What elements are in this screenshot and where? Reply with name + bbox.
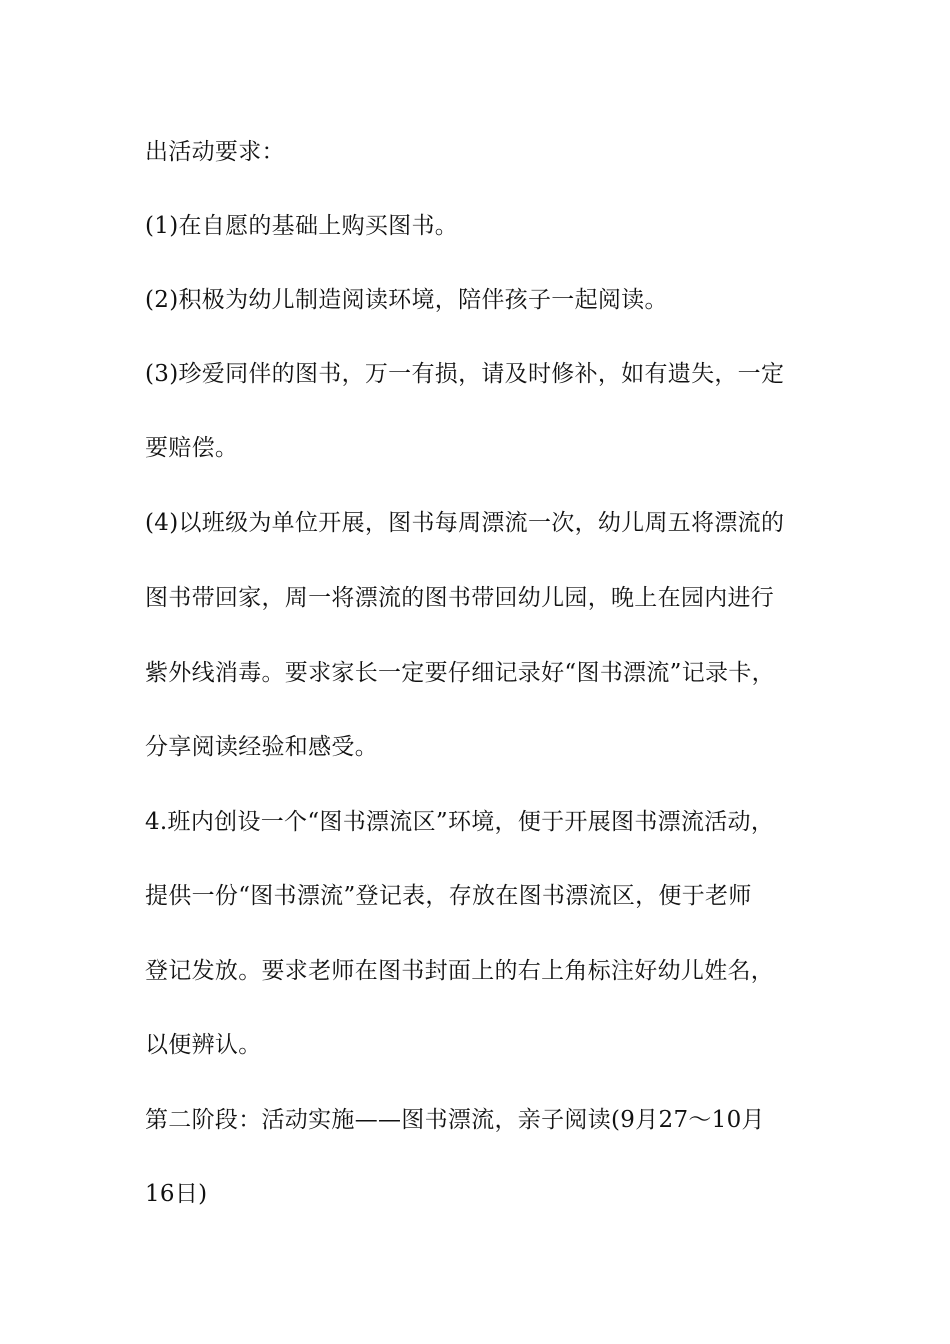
text-line-3: (2)积极为幼儿制造阅读环境，陪伴孩子一起阅读。 — [145, 287, 668, 313]
text-line-8: 紫外线消毒。要求家长一定要仔细记录好“图书漂流”记录卡， — [145, 660, 775, 686]
text-line-15: 16日) — [145, 1181, 208, 1207]
text-line-14: 第二阶段：活动实施——图书漂流，亲子阅读(9月27～10月 — [145, 1107, 765, 1133]
text-line-11: 提供一份“图书漂流”登记表，存放在图书漂流区，便于老师 — [145, 883, 752, 909]
text-line-13: 以便辨认。 — [145, 1032, 262, 1058]
text-line-4: (3)珍爱同伴的图书，万一有损，请及时修补，如有遗失，一定 — [145, 361, 785, 387]
text-line-9: 分享阅读经验和感受。 — [145, 734, 378, 760]
text-line-1: 出活动要求： — [145, 139, 285, 165]
text-line-7: 图书带回家，周一将漂流的图书带回幼儿园，晚上在园内进行 — [145, 585, 775, 611]
text-line-2: (1)在自愿的基础上购买图书。 — [145, 213, 459, 239]
text-line-6: (4)以班级为单位开展，图书每周漂流一次，幼儿周五将漂流的 — [145, 510, 785, 536]
text-line-5: 要赔偿。 — [145, 435, 239, 461]
text-line-10: 4.班内创设一个“图书漂流区”环境，便于开展图书漂流活动， — [145, 809, 775, 835]
text-line-12: 登记发放。要求老师在图书封面上的右上角标注好幼儿姓名， — [145, 958, 775, 984]
